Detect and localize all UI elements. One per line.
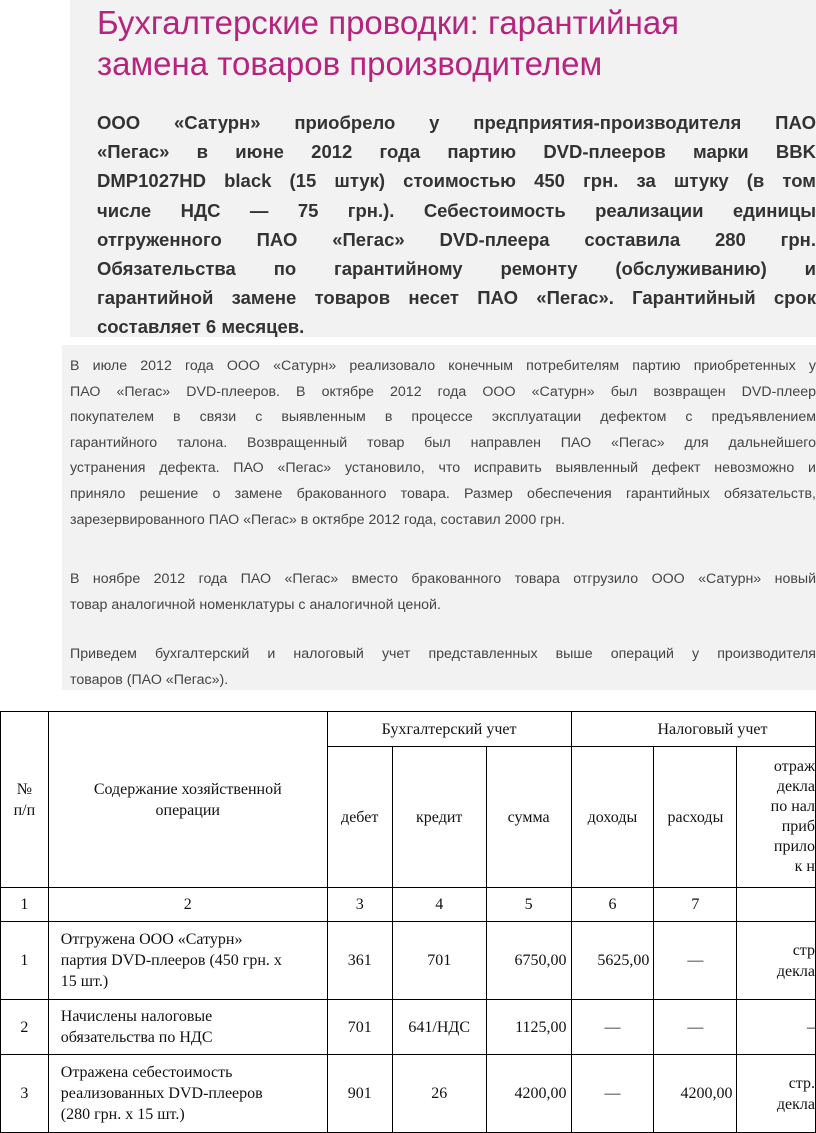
row-declaration-line: декла	[776, 962, 815, 980]
header-declaration-line: приб	[781, 818, 815, 835]
header-declaration	[737, 747, 816, 888]
header-declaration-line: по нал	[770, 798, 815, 815]
paragraph-line: приняло решение о замене бракованного товара. Размер обеспечения гарантийных обязательств,	[70, 485, 816, 502]
header-content-line: операции	[155, 801, 220, 819]
paragraph-july	[70, 354, 816, 533]
paragraph-line: Приведем бухгалтерский и налоговый учет представленных выше операций у производителя	[70, 646, 816, 662]
column-number: 1	[1, 888, 49, 922]
row-declaration-line: стр.	[788, 1074, 815, 1092]
lead-line: составляет 6 месяцев.	[97, 316, 305, 338]
row-expenses: —	[654, 922, 737, 1000]
row-income: —	[571, 1055, 654, 1133]
row-amount: 6750,00	[486, 922, 571, 1000]
header-debit: дебет	[327, 747, 392, 888]
row-content-line: реализованных DVD-плееров	[60, 1085, 263, 1102]
header-number-line: №	[16, 780, 33, 798]
title-line: замена товаров производителем	[97, 45, 603, 82]
column-number: 5	[486, 888, 571, 922]
table-row	[1, 1055, 816, 1133]
row-content-line: партия DVD-плееров (450 грн. х	[60, 952, 282, 969]
row-content	[48, 922, 327, 1000]
row-credit: 26	[392, 1055, 486, 1133]
paragraph-line: ПАО «Пегас» DVD-плееров. В октябре 2012 года ООО «Сатурн» был возвращен DVD-плеер	[70, 383, 816, 400]
header-declaration-line: прило	[773, 838, 815, 855]
column-number: 7	[654, 888, 737, 922]
paragraph-line: В июле 2012 года ООО «Сатурн» реализовало конечным потребителям партию приобретенных у	[70, 358, 816, 374]
header-credit: кредит	[392, 747, 486, 888]
column-number: 4	[392, 888, 486, 922]
table-row	[1, 1000, 816, 1055]
header-content	[48, 712, 327, 888]
lead-line: отгруженного ПАО «Пегас» DVD-плеера составила 280 грн.	[97, 228, 816, 250]
row-income: —	[571, 1000, 654, 1055]
row-debit: 701	[327, 1000, 392, 1055]
column-number: 3	[327, 888, 392, 922]
header-number-line: п/п	[13, 801, 36, 819]
row-content	[48, 1055, 327, 1133]
paragraph-line: устранения дефекта. ПАО «Пегас» установило, что исправить выявленный дефект невозможно и	[70, 460, 816, 477]
row-declaration-line: стр	[792, 941, 815, 959]
lead-line: гарантийной замене товаров несет ПАО «Пегас». Гарантийный срок	[97, 287, 816, 309]
row-content-line: обязательства по НДС	[60, 1029, 213, 1046]
row-debit: 361	[327, 922, 392, 1000]
row-content-line: (280 грн. х 15 шт.)	[60, 1106, 185, 1123]
header-number	[1, 712, 49, 888]
header-accounting: Бухгалтерский учет	[327, 712, 571, 747]
header-amount: сумма	[486, 747, 571, 888]
row-declaration	[737, 922, 816, 1000]
row-amount: 4200,00	[486, 1055, 571, 1133]
paragraph-november	[70, 567, 816, 618]
paragraph-line: В ноябре 2012 года ПАО «Пегас» вместо бракованного товара отгрузило ООО «Сатурн» новый	[70, 571, 816, 587]
row-expenses: 4200,00	[654, 1055, 737, 1133]
header-tax-label: Налоговый учет	[657, 720, 768, 738]
lead-line: числе НДС — 75 грн.). Себестоимость реализации единицы	[97, 199, 816, 221]
lead-line: «Пегас» в июне 2012 года партию DVD-плееров марки BBK	[97, 141, 816, 163]
row-expenses: —	[654, 1000, 737, 1055]
header-expenses: расходы	[654, 747, 737, 888]
header-declaration-line: к н	[794, 858, 815, 875]
paragraph-line: зарезервированного ПАО «Пегас» в октябре 2012 года, составил 2000 грн.	[70, 511, 565, 528]
header-income: доходы	[571, 747, 654, 888]
header-content-line: Содержание хозяйственной	[93, 780, 282, 798]
header-tax	[571, 712, 816, 747]
row-debit: 901	[327, 1055, 392, 1133]
title-line: Бухгалтерские проводки: гарантийная	[97, 4, 680, 41]
lead-line: ООО «Сатурн» приобрело у предприятия-производителя ПАО	[97, 112, 816, 133]
operations-table	[0, 711, 816, 1133]
row-declaration-line: декла	[776, 1095, 815, 1113]
row-number: 2	[1, 1000, 49, 1055]
row-number: 1	[1, 922, 49, 1000]
column-number: 2	[48, 888, 327, 922]
page-title	[97, 2, 816, 84]
row-declaration	[737, 1000, 816, 1055]
paragraph-line: товаров (ПАО «Пегас»).	[70, 671, 229, 688]
row-number: 3	[1, 1055, 49, 1133]
table-row	[1, 922, 816, 1000]
row-amount: 1125,00	[486, 1000, 571, 1055]
column-number: 6	[571, 888, 654, 922]
paragraph-line: гарантийного талона. Возвращенный товар был направлен ПАО «Пегас» для дальнейшего	[70, 434, 816, 451]
paragraph-line: товар аналогичной номенклатуры с аналогичной ценой.	[70, 596, 441, 613]
row-income: 5625,00	[571, 922, 654, 1000]
row-credit: 701	[392, 922, 486, 1000]
row-content	[48, 1000, 327, 1055]
row-content-line: Отгружена ООО «Сатурн»	[60, 931, 243, 948]
row-credit: 641/НДС	[392, 1000, 486, 1055]
row-declaration-line: –	[807, 1018, 815, 1036]
header-declaration-line: декла	[776, 778, 815, 795]
lead-line: DMP1027HD black (15 штук) стоимостью 450 грн. за штуку (в том	[97, 170, 816, 192]
column-number	[737, 888, 816, 922]
row-content-line: Отражена себестоимость	[60, 1064, 233, 1081]
row-declaration	[737, 1055, 816, 1133]
paragraph-line: покупателем в связи с выявленным в процессе эксплуатации дефектом с предъявлением	[70, 409, 816, 426]
lead-paragraph	[97, 108, 816, 342]
row-content-line: 15 шт.)	[60, 973, 109, 990]
paragraph-accounting-intro	[70, 642, 816, 693]
header-declaration-line: отраж	[773, 758, 815, 775]
row-content-line: Начислены налоговые	[60, 1008, 213, 1025]
lead-line: Обязательства по гарантийному ремонту (обслуживанию) и	[97, 258, 816, 280]
